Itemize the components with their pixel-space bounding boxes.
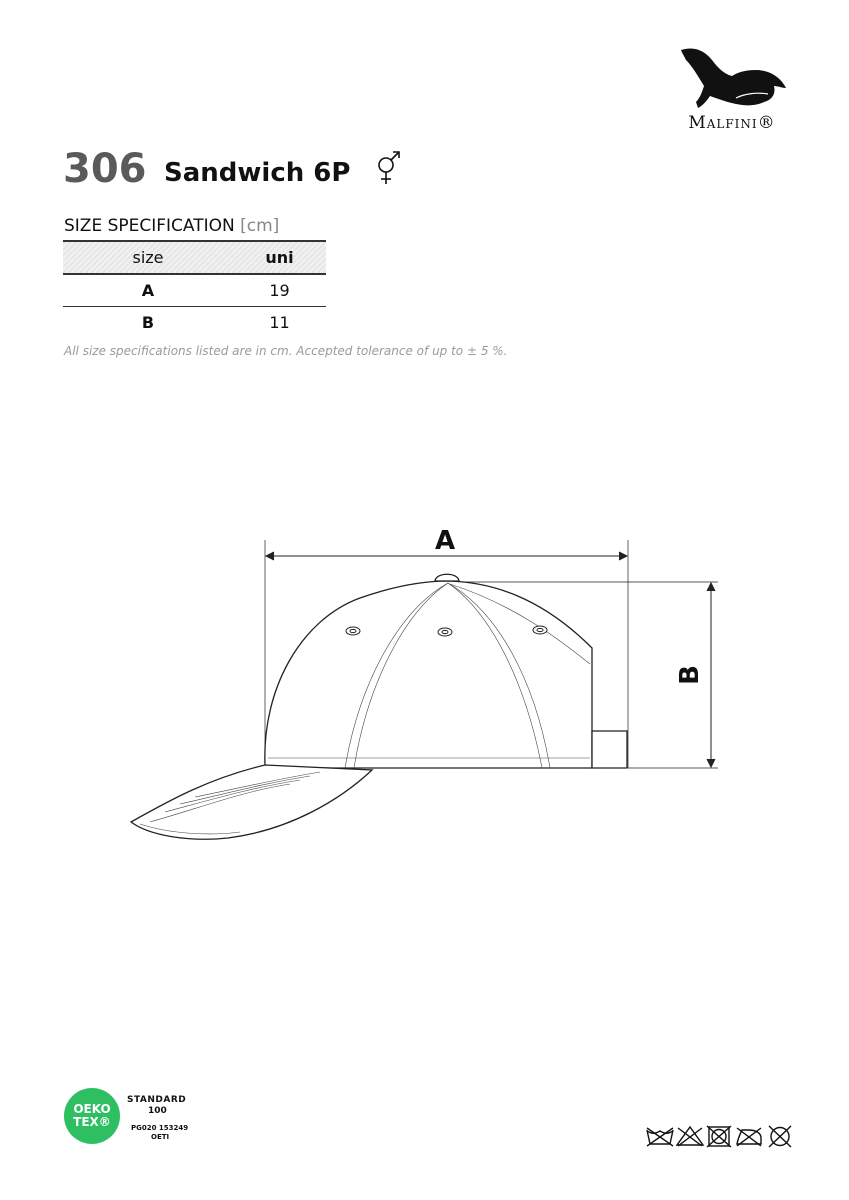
- table-row: [63, 274, 326, 307]
- row-label: B: [141, 313, 155, 332]
- oeko-institute: OETI: [151, 1133, 170, 1141]
- dimension-a-label: A: [435, 526, 456, 556]
- header-size: size: [132, 248, 164, 267]
- tolerance-note: All size specifications listed are in cm. Accepted tolerance of up to ± 5 %.: [64, 344, 508, 358]
- table-row: [63, 307, 326, 339]
- spec-heading-text: SIZE SPECIFICATION: [64, 216, 235, 236]
- size-table-header: [63, 241, 326, 274]
- do-not-bleach-icon: [677, 1127, 703, 1146]
- do-not-tumble-dry-icon: [707, 1126, 731, 1147]
- care-symbols: [645, 1124, 797, 1148]
- spec-heading: [64, 216, 279, 236]
- row-value: 11: [269, 313, 290, 332]
- oeko-badge-line2: TEX®: [73, 1115, 111, 1129]
- unisex-icon: [372, 150, 404, 188]
- oeko-standard-number: 100: [148, 1106, 167, 1116]
- do-not-iron-icon: [737, 1128, 761, 1146]
- do-not-wash-icon: [647, 1128, 673, 1146]
- spec-unit: [cm]: [240, 216, 280, 236]
- dimension-b-label: B: [674, 665, 705, 685]
- oeko-certificate-number: PG020 153249: [131, 1124, 189, 1132]
- oeko-badge-line1: OEKO: [73, 1102, 111, 1116]
- cap-diagram: [120, 525, 730, 855]
- oeko-tex-badge: [64, 1088, 120, 1144]
- header-uni: uni: [265, 248, 294, 267]
- brand-logo-icon: [676, 42, 791, 112]
- size-table: [63, 240, 326, 338]
- do-not-dry-clean-icon: [769, 1126, 791, 1147]
- row-value: 19: [269, 281, 290, 300]
- product-code: 306: [63, 146, 147, 192]
- row-label: A: [141, 281, 155, 300]
- product-name: Sandwich 6P: [164, 158, 351, 188]
- oeko-standard: STANDARD: [127, 1095, 187, 1105]
- brand-name: Malfini®: [688, 113, 776, 133]
